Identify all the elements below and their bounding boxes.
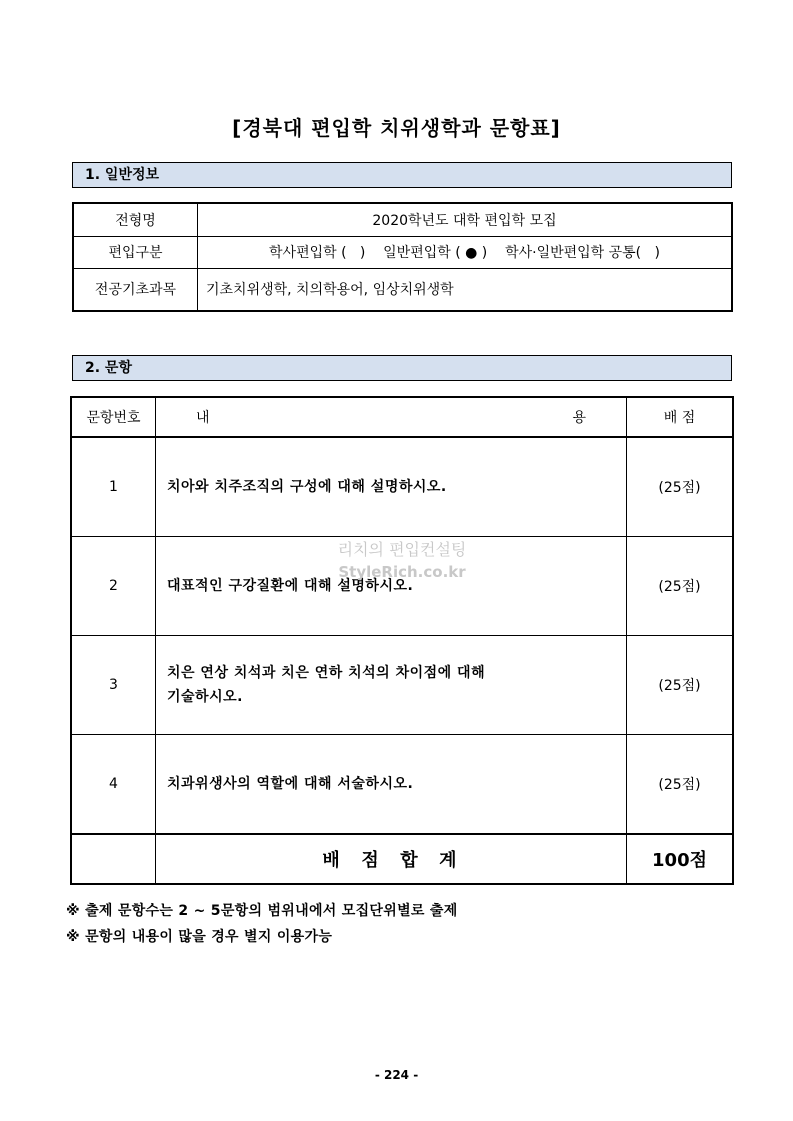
watermark-line2: StyleRich.co.kr [338, 563, 466, 581]
questions-table [70, 396, 734, 885]
info-value: 기초치위생학, 치의학용어, 임상치위생학 [198, 268, 733, 311]
question-number: 3 [71, 636, 156, 735]
question-text-line: 치은 연상 치석과 치은 연하 치석의 차이점에 대해 [167, 665, 486, 681]
question-number: 2 [71, 537, 156, 636]
question-text [156, 636, 627, 735]
info-label: 전형명 [73, 203, 198, 236]
page-number: - 224 - [374, 1068, 419, 1082]
question-score: (25점) [627, 735, 734, 835]
question-row [71, 735, 733, 835]
info-row-transfer-type [73, 236, 732, 268]
question-number: 4 [71, 735, 156, 835]
page-title: [경북대 편입학 치위생학과 문항표] [232, 116, 561, 140]
watermark-line1: 리치의 편입컨설팅 [337, 540, 467, 559]
question-text: 대표적인 구강질환에 대해 설명하시오. [156, 537, 627, 636]
note-question-count: ※ 출제 문항수는 2 ~ 5문항의 범위내에서 모집단위별로 출제 [66, 903, 458, 919]
question-text: 치아와 치주조직의 구성에 대해 설명하시오. [156, 437, 627, 537]
section-general-info-heading: 1. 일반정보 [72, 162, 732, 188]
questions-header-row [71, 397, 733, 437]
column-header-content-left: 내 [196, 410, 210, 426]
info-value: 학사편입학 ( ) 일반편입학 ( ● ) 학사·일반편입학 공통( ) [198, 236, 733, 268]
question-text-line: 기술하시오. [167, 689, 243, 705]
question-score: (25점) [627, 437, 734, 537]
total-label: 배 점 합 계 [156, 834, 627, 884]
note-extra-sheet: ※ 문항의 내용이 많을 경우 별지 이용가능 [66, 929, 333, 945]
column-header-score: 배 점 [627, 397, 734, 437]
question-text: 치과위생사의 역할에 대해 서술하시오. [156, 735, 627, 835]
total-empty-cell [71, 834, 156, 884]
question-row [71, 537, 733, 636]
question-row [71, 636, 733, 735]
column-header-number: 문항번호 [71, 397, 156, 437]
info-row-exam-name [73, 203, 732, 236]
info-row-subjects [73, 268, 732, 311]
info-label: 전공기초과목 [73, 268, 198, 311]
question-score: (25점) [627, 636, 734, 735]
question-score: (25점) [627, 537, 734, 636]
info-label: 편입구분 [73, 236, 198, 268]
total-score: 100점 [627, 834, 734, 884]
column-header-content-right: 용 [572, 410, 586, 426]
question-number: 1 [71, 437, 156, 537]
general-info-table [72, 202, 733, 312]
total-row [71, 834, 733, 884]
column-header-content [156, 397, 627, 437]
info-value: 2020학년도 대학 편입학 모집 [198, 203, 733, 236]
question-row [71, 437, 733, 537]
section-questions-heading: 2. 문항 [72, 355, 732, 381]
